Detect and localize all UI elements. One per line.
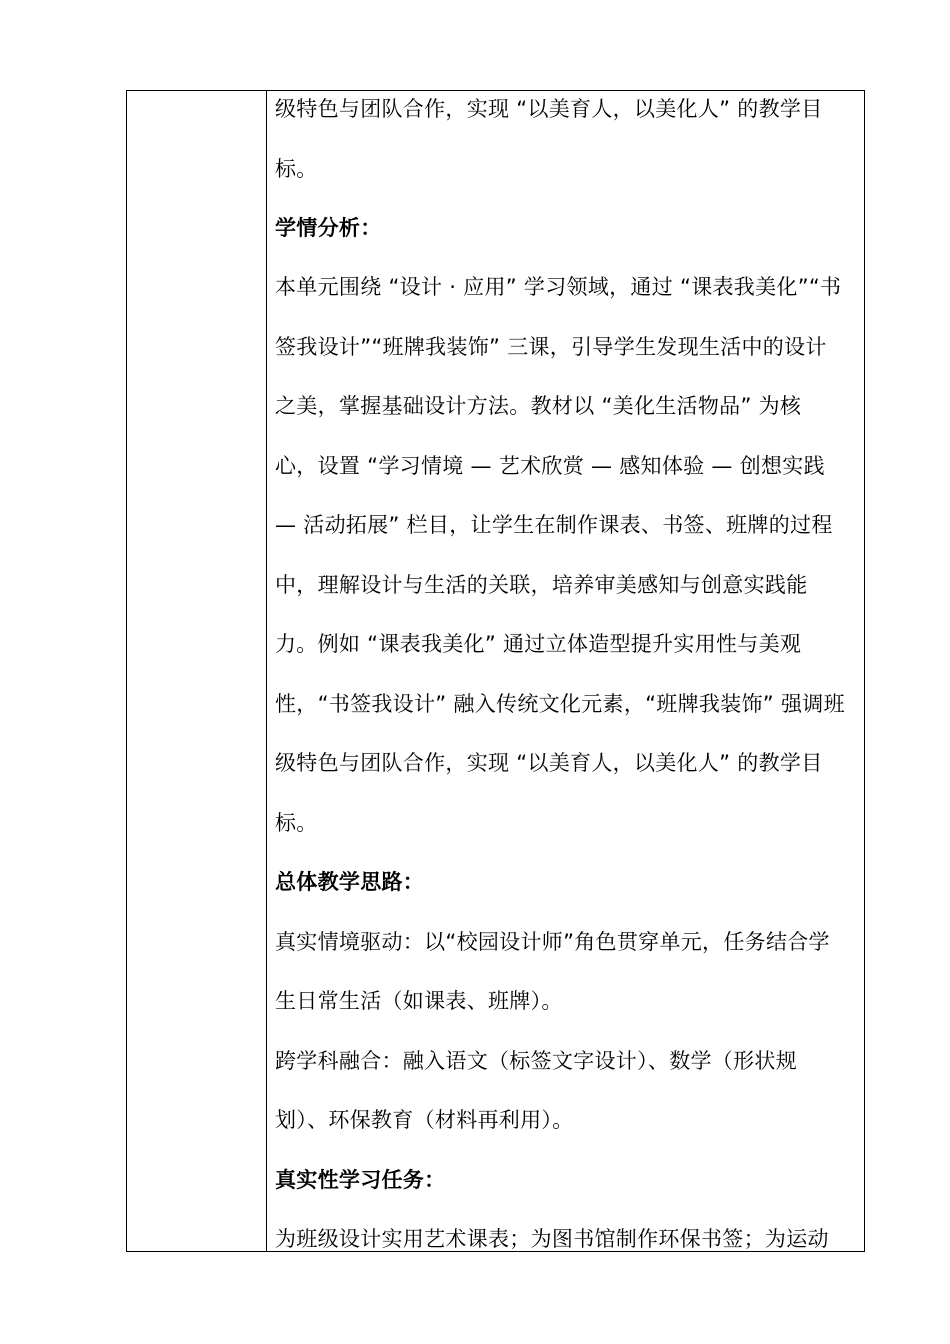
- text-line: 级特色与团队合作，实现 “以美育人，以美化人” 的教学目: [275, 751, 823, 775]
- text-line: 标。: [275, 157, 318, 181]
- text-line: 标。: [275, 811, 318, 835]
- column-divider: [266, 91, 267, 1251]
- section-heading: 总体教学思路：: [275, 870, 425, 894]
- section-heading: 真实性学习任务：: [275, 1168, 446, 1192]
- text-line: 级特色与团队合作，实现 “以美育人，以美化人” 的教学目: [275, 97, 823, 121]
- text-line: 真实情境驱动：以“校园设计师”角色贯穿单元，任务结合学: [275, 930, 830, 954]
- text-line: 划）、环保教育（材料再利用）。: [275, 1108, 574, 1132]
- text-line: 力。例如 “课表我美化” 通过立体造型提升实用性与美观: [275, 632, 802, 656]
- text-line: 之美，掌握基础设计方法。教材以 “美化生活物品” 为核: [275, 394, 802, 418]
- text-line: 跨学科融合：融入语文（标签文字设计）、数学（形状规: [275, 1049, 797, 1073]
- text-line: — 活动拓展” 栏目，让学生在制作课表、书签、班牌的过程: [275, 513, 833, 537]
- text-line: 生日常生活（如课表、班牌）。: [275, 989, 563, 1013]
- text-line: 签我设计”“班牌我装饰” 三课，引导学生发现生活中的设计: [275, 335, 827, 359]
- text-line: 性，“书签我设计” 融入传统文化元素，“班牌我装饰” 强调班: [275, 692, 845, 716]
- text-line: 中，理解设计与生活的关联，培养审美感知与创意实践能: [275, 573, 808, 597]
- lesson-table: [126, 90, 865, 1252]
- section-heading: 学情分析：: [275, 216, 382, 240]
- text-line: 本单元围绕 “设计 · 应用” 学习领域，通过 “课表我美化”“书: [275, 275, 842, 299]
- text-line: 心，设置 “学习情境 — 艺术欣赏 — 感知体验 — 创想实践: [275, 454, 825, 478]
- text-line: 为班级设计实用艺术课表；为图书馆制作环保书签；为运动: [275, 1227, 829, 1251]
